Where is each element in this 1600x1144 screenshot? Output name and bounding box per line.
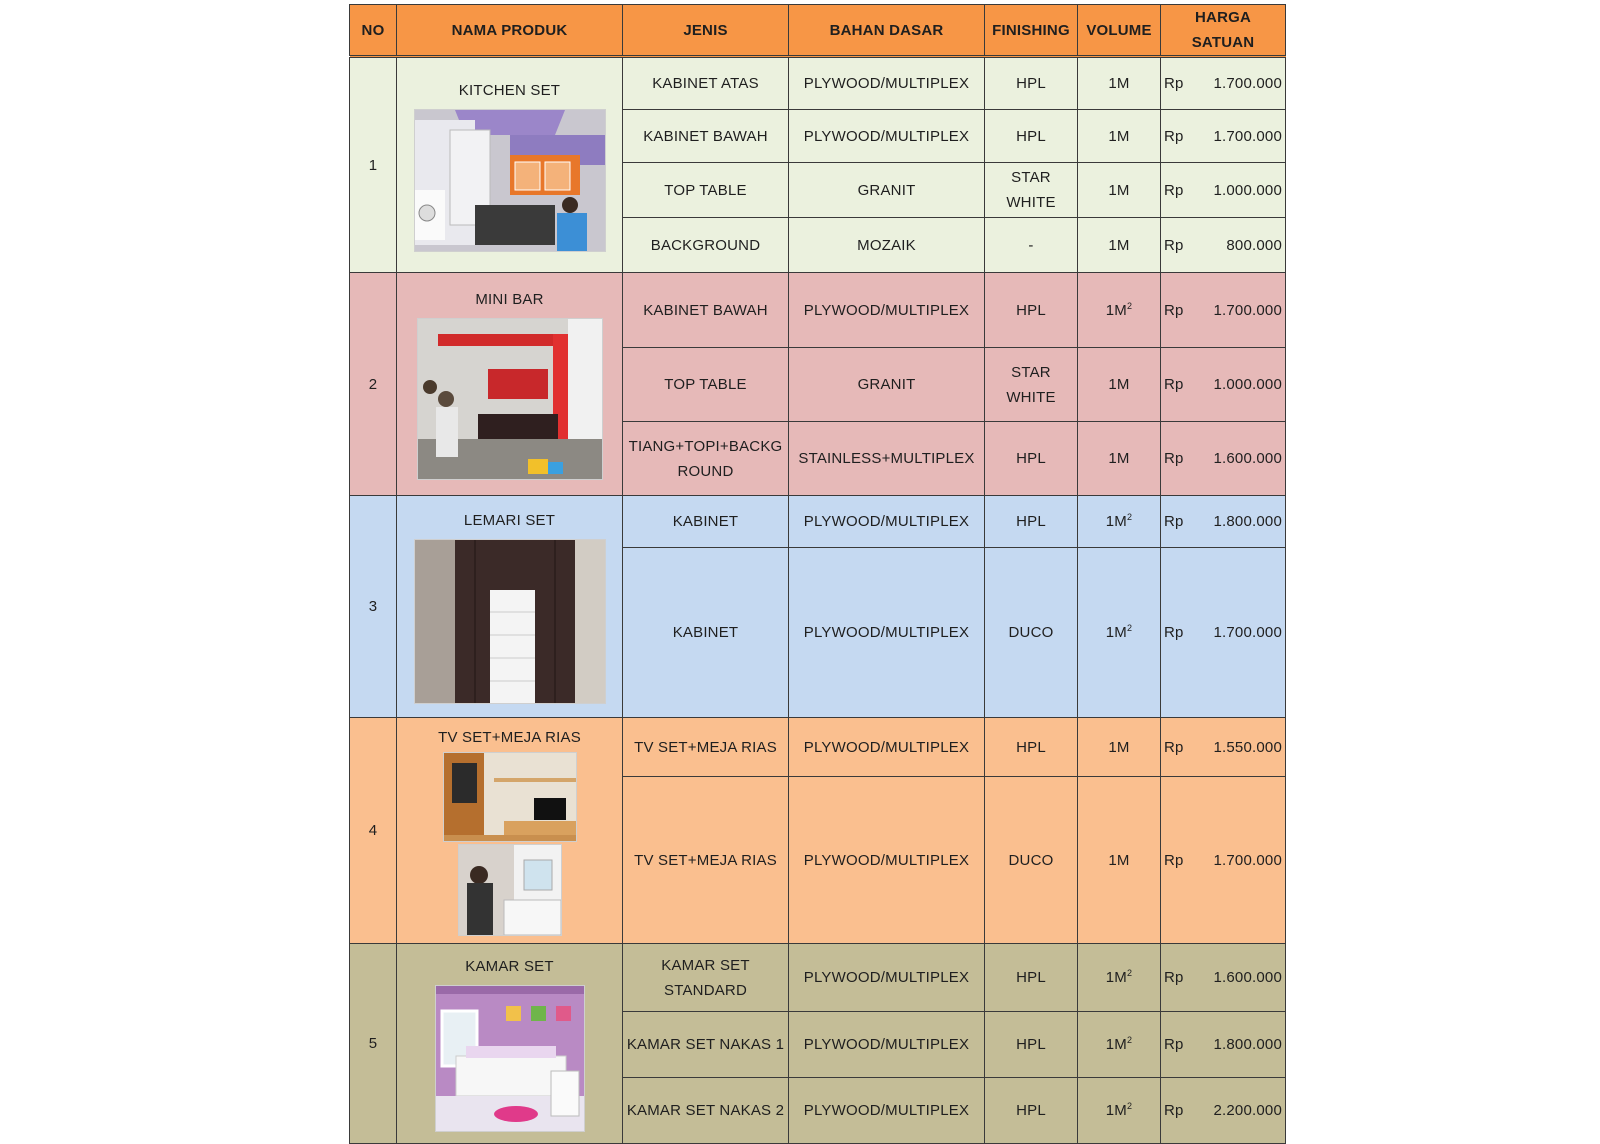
product-name: KAMAR SET: [465, 958, 554, 975]
wardrobe-photo: [414, 539, 606, 704]
finishing-cell: HPL: [985, 496, 1078, 548]
type-cell: KABINET ATAS: [623, 57, 789, 110]
volume-exponent: 2: [1127, 300, 1133, 311]
currency-label: Rp: [1164, 376, 1184, 393]
type-cell: KAMAR SET NAKAS 1: [623, 1012, 789, 1078]
price-value: 1.000.000: [1213, 376, 1282, 393]
volume-exponent: 2: [1127, 968, 1133, 978]
finishing-cell: STAR WHITE: [985, 163, 1078, 218]
volume-exponent: 2: [1127, 1035, 1133, 1045]
header-price-line1: HARGA: [1195, 9, 1251, 26]
material-cell: PLYWOOD/MULTIPLEX: [789, 1078, 985, 1144]
volume-value: 1M: [1105, 1102, 1128, 1119]
finishing-cell: HPL: [985, 422, 1078, 496]
material-cell: MOZAIK: [789, 218, 985, 273]
table-row: [350, 944, 1286, 1012]
volume-cell: [1078, 1012, 1161, 1078]
price-cell: [1161, 1012, 1286, 1078]
price-cell: [1161, 218, 1286, 273]
price-cell: [1161, 777, 1286, 944]
volume-cell: [1078, 57, 1161, 110]
product-cell: [397, 273, 623, 496]
volume-value: 1M: [1108, 75, 1130, 92]
price-value: 1.700.000: [1213, 301, 1282, 319]
volume-cell: [1078, 718, 1161, 777]
header-type: JENIS: [623, 5, 789, 57]
header-price: [1161, 5, 1286, 57]
finishing-cell: HPL: [985, 57, 1078, 110]
volume-cell: [1078, 777, 1161, 944]
volume-cell: [1078, 1078, 1161, 1144]
volume-exponent: 2: [1127, 623, 1133, 633]
volume-value: 1M: [1105, 969, 1128, 986]
finishing-cell: DUCO: [985, 548, 1078, 718]
price-cell: [1161, 273, 1286, 348]
material-cell: PLYWOOD/MULTIPLEX: [789, 57, 985, 110]
price-value: 1.600.000: [1213, 969, 1282, 986]
price-cell: [1161, 422, 1286, 496]
material-cell: GRANIT: [789, 348, 985, 422]
header-finishing: FINISHING: [985, 5, 1078, 57]
material-cell: GRANIT: [789, 163, 985, 218]
volume-value: 1M: [1108, 450, 1130, 467]
material-cell: PLYWOOD/MULTIPLEX: [789, 944, 985, 1012]
product-cell: [397, 944, 623, 1144]
material-cell: PLYWOOD/MULTIPLEX: [789, 110, 985, 163]
finishing-cell: HPL: [985, 110, 1078, 163]
product-cell: [397, 57, 623, 273]
finishing-cell: -: [985, 218, 1078, 273]
volume-value: 1M: [1108, 376, 1130, 393]
volume-value: 1M: [1105, 513, 1128, 530]
bedroom-set-photo: [435, 985, 585, 1132]
row-number: 5: [350, 944, 397, 1144]
type-cell: KABINET: [623, 496, 789, 548]
type-cell: KAMAR SET NAKAS 2: [623, 1078, 789, 1144]
vanity-photo: [458, 844, 562, 936]
header-volume: VOLUME: [1078, 5, 1161, 57]
price-cell: [1161, 718, 1286, 777]
tv-set-photo: [443, 752, 577, 842]
price-value: 1.700.000: [1213, 75, 1282, 92]
currency-label: Rp: [1164, 301, 1184, 319]
type-cell: KABINET: [623, 548, 789, 718]
currency-label: Rp: [1164, 75, 1184, 92]
volume-cell: [1078, 496, 1161, 548]
price-cell: [1161, 110, 1286, 163]
material-cell: STAINLESS+MULTIPLEX: [789, 422, 985, 496]
table-row: [350, 496, 1286, 548]
table-row: [350, 57, 1286, 110]
product-name: KITCHEN SET: [458, 81, 561, 99]
volume-cell: [1078, 944, 1161, 1012]
type-cell: TOP TABLE: [623, 163, 789, 218]
finishing-cell: HPL: [985, 273, 1078, 348]
volume-value: 1M: [1108, 236, 1130, 254]
product-name: MINI BAR: [475, 291, 544, 308]
volume-value: 1M: [1105, 1036, 1128, 1053]
price-cell: [1161, 548, 1286, 718]
currency-label: Rp: [1164, 1036, 1184, 1053]
currency-label: Rp: [1164, 624, 1184, 641]
type-cell: KABINET BAWAH: [623, 110, 789, 163]
header-no: NO: [350, 5, 397, 57]
type-cell: TV SET+MEJA RIAS: [623, 718, 789, 777]
finishing-cell: STAR WHITE: [985, 348, 1078, 422]
currency-label: Rp: [1164, 738, 1184, 756]
material-cell: PLYWOOD/MULTIPLEX: [789, 777, 985, 944]
volume-value: 1M: [1108, 738, 1130, 756]
volume-value: 1M: [1108, 181, 1130, 199]
price-cell: [1161, 57, 1286, 110]
volume-value: 1M: [1105, 624, 1128, 641]
price-cell: [1161, 163, 1286, 218]
mini-bar-photo: [417, 318, 603, 480]
product-cell: [397, 718, 623, 944]
type-cell: TOP TABLE: [623, 348, 789, 422]
currency-label: Rp: [1164, 450, 1184, 467]
price-table: [349, 4, 1286, 1144]
price-value: 1.600.000: [1213, 450, 1282, 467]
volume-cell: [1078, 548, 1161, 718]
type-cell: BACKGROUND: [623, 218, 789, 273]
volume-cell: [1078, 348, 1161, 422]
currency-label: Rp: [1164, 969, 1184, 986]
volume-value: 1M: [1108, 127, 1130, 145]
price-value: 1.000.000: [1213, 181, 1282, 199]
price-cell: [1161, 496, 1286, 548]
material-cell: PLYWOOD/MULTIPLEX: [789, 496, 985, 548]
volume-cell: [1078, 422, 1161, 496]
price-cell: [1161, 1078, 1286, 1144]
price-value: 800.000: [1226, 236, 1282, 254]
price-value: 1.700.000: [1213, 127, 1282, 145]
header-price-line2: SATUAN: [1191, 34, 1255, 51]
price-cell: [1161, 348, 1286, 422]
table-header-row: [350, 5, 1286, 57]
product-name: TV SET+MEJA RIAS: [438, 728, 581, 746]
price-value: 1.700.000: [1213, 851, 1282, 869]
volume-exponent: 2: [1127, 1101, 1133, 1111]
material-cell: PLYWOOD/MULTIPLEX: [789, 273, 985, 348]
kitchen-set-photo: [414, 109, 606, 252]
type-cell: TV SET+MEJA RIAS: [623, 777, 789, 944]
price-value: 2.200.000: [1213, 1102, 1282, 1119]
row-number: 2: [350, 273, 397, 496]
volume-cell: [1078, 110, 1161, 163]
finishing-cell: HPL: [985, 1012, 1078, 1078]
price-value: 1.550.000: [1213, 738, 1282, 756]
finishing-cell: DUCO: [985, 777, 1078, 944]
volume-cell: [1078, 218, 1161, 273]
row-number: 3: [350, 496, 397, 718]
currency-label: Rp: [1164, 513, 1184, 530]
type-cell: TIANG+TOPI+BACKGROUND: [623, 422, 789, 496]
finishing-cell: HPL: [985, 944, 1078, 1012]
price-value: 1.700.000: [1213, 624, 1282, 641]
product-name: LEMARI SET: [463, 512, 556, 529]
currency-label: Rp: [1164, 851, 1184, 869]
header-product: NAMA PRODUK: [397, 5, 623, 57]
price-value: 1.800.000: [1213, 513, 1282, 530]
volume-value: 1M: [1108, 851, 1130, 869]
price-value: 1.800.000: [1213, 1036, 1282, 1053]
currency-label: Rp: [1164, 1102, 1184, 1119]
currency-label: Rp: [1164, 181, 1184, 199]
volume-cell: [1078, 163, 1161, 218]
material-cell: PLYWOOD/MULTIPLEX: [789, 1012, 985, 1078]
row-number: 1: [350, 57, 397, 273]
type-cell: KABINET BAWAH: [623, 273, 789, 348]
material-cell: PLYWOOD/MULTIPLEX: [789, 548, 985, 718]
currency-label: Rp: [1164, 127, 1184, 145]
type-cell: KAMAR SET STANDARD: [623, 944, 789, 1012]
finishing-cell: HPL: [985, 1078, 1078, 1144]
table-row: [350, 273, 1286, 348]
table-row: [350, 718, 1286, 777]
product-cell: [397, 496, 623, 718]
finishing-cell: HPL: [985, 718, 1078, 777]
volume-value: 1M: [1105, 301, 1128, 319]
material-cell: PLYWOOD/MULTIPLEX: [789, 718, 985, 777]
row-number: 4: [350, 718, 397, 944]
currency-label: Rp: [1164, 236, 1184, 254]
header-material: BAHAN DASAR: [789, 5, 985, 57]
volume-exponent: 2: [1127, 512, 1133, 522]
volume-cell: [1078, 273, 1161, 348]
price-cell: [1161, 944, 1286, 1012]
